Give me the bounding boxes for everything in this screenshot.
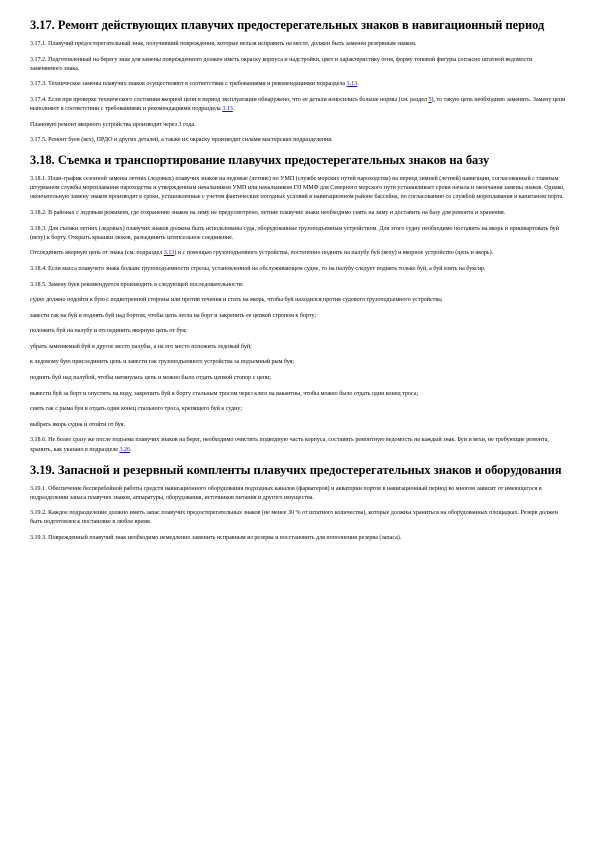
paragraph-text: выбрать якорь судна и отойти от буя. [30,421,125,428]
paragraph [30,374,566,383]
paragraph [30,296,566,305]
paragraph-text: убрать заменяемый буй в другое место палубы, а на его место положить ледовый буй; [30,343,252,350]
paragraph-text: к ледовому бую присоединить цепь и завести гак грузоподъемного устройства за подъемный рым буя; [30,359,295,366]
section-reference-link[interactable]: 5 [428,96,432,103]
paragraph-text: 3.18.4. Если масса плавучего знака больше грузоподъемности стрелы, установленной на обслуживающем судне, то на палубу следует поднять только буй, а буй взять на буксир. [30,265,486,272]
section-heading: 3.17. Ремонт действующих плавучих предостерегательных знаков в навигационный период [30,18,545,32]
paragraph-text: 3.18.6. Не более сразу же после подъема плавучих знаков на берег, необходимо очистить подводную часть корпуса, составить ремонтную ведомость на каждый знак. Буи и вехи, не требующие ремонта, хранить, как указано в подразделе [30,437,549,453]
paragraph [30,56,566,74]
paragraph-text: 3.18.5. Замену буев рекомендуется производить в следующей последовательности: [30,281,244,288]
paragraph [30,136,566,145]
paragraph-text: . [130,446,132,453]
paragraph-text: поднять буй над палубой, чтобы натянулась цепь и можно было отдать цепкой стопор с цепи; [30,375,271,382]
paragraph [30,509,566,527]
paragraph-text: Плановую ремонт якорного устройства производят через 3 года. [30,121,196,128]
paragraph-text: ), то такую цепь необходимо заменить. Замену цепи выполняют в соответствии с требованиями и рекомендациями подраздела [30,96,566,112]
paragraph [30,80,566,89]
paragraph [30,209,566,218]
section-reference-link[interactable]: 3.26 [119,446,131,453]
paragraph-text: 3.17.5. Ремонт буев (вех), ПРДО и других деталей, а также их окраску производят силами мастерских подразделения. [30,137,333,144]
section-reference-link[interactable]: 3.13 [222,105,233,112]
paragraph-text: положить буй на палубу и отсоединить якорную цепь от буя; [30,328,187,335]
paragraph-text: судно должно подойти к бую с подветренной стороны или против течения и стать на якорь, чтобы буй находился против судового грузоподъемного устройства; [30,297,443,304]
paragraph-text: вывести буй за борт и опустить на воду, закрепить буй к борту стальным тросом через клюз на вакантны, чтобы можно было отдать один конец троса; [30,390,419,397]
paragraph [30,343,566,352]
document-page [30,18,566,550]
paragraph-text: 3.19.2. Каждое подразделение должно иметь запас плавучих предостерегательных знаков (не менее 30 % от штатного количества), которые должны храниться на оборудованных площадках. Резерв должен быть подготовлен к постановке в любое время. [30,510,559,526]
paragraph [30,265,566,274]
paragraph-text: завести гак на буй и поднять буй над бортом, чтобы цепь легла на борт и закрепить ее цепкой стропом к борту; [30,312,317,319]
paragraph [30,249,566,258]
paragraph-text: 3.18.3. Для съемки летних (ледовых) плавучих знаков должны быть использованы суда, оборудованные грузоподъемным устройством. Для этого судну необходимо поставить на якорь и пришвартовать буй (веху) к борту. Открыть крышки люков, разъединить штепсельное соединение. [30,225,559,241]
paragraph-text: . [357,81,359,88]
paragraph [30,358,566,367]
paragraph [30,390,566,399]
paragraph [30,534,566,543]
paragraph-text: 3.17.3. Техническое замены плавучих знаков осуществляют в соответствии с требованиями и рекомендациями подраздела [30,81,347,88]
paragraph [30,485,566,503]
paragraph [30,436,566,454]
paragraph-text: 3.17.4. Если при проверке технического состояния якорной цепи в период эксплуатации обнаружено, что ее детали износились больше нормы (см. раздел [30,96,429,103]
paragraph-text: 3.17.1. Плавучий предостерегательный знак, получивший повреждения, которые нельзя исправить на месте, должен быть заменен резервным знаком. [30,41,417,47]
paragraph-text: 3.17.2. Подготовленный на берегу знак для замены поврежденного должен иметь окраску корпуса и надстройки, цвет и характеристику огня, форму топовой фигуры согласно штатной ведомости заменяемого знака. [30,56,533,72]
paragraph-text: Отсоединить якорную цепь от знака (см. подраздел [30,250,164,257]
paragraph-text: 3.19.1. Обеспечение бесперебойной работы средств навигационного оборудования подходных каналов (фарватеров) и акватории портов в навигационный период во многом зависит от имеющегося в подразделении запаса плавучих знаков, аппаратуры, оборудования, источников питания и другого имущества. [30,485,542,501]
paragraph [30,225,566,243]
paragraph [30,327,566,336]
paragraph-text: 3.18.1. План-график сезонной замены летних (ледовых) плавучих знаков на ледовые (летние) по УМП (службе морских путей пароходства) на период зимней (летней) навигации, согласованный с главным штурманом службы мореплавания пароходства и утвержденным начальником УМП или начальником ГП ММФ для Северного морского пути устанавливает сроки начала и окончания замены знаков. Однако, окончательную замену знаков производят в сроки, установленные с учетом фактических погодных условий в навигационном районе бассейна, по согласованию со службой мореплавания и капитаном порта. [30,176,565,201]
paragraph [30,405,566,414]
paragraph [30,281,566,290]
paragraph [30,421,566,430]
paragraph-text: ) и с помощью грузоподъемного устройства, постепенно поднять на палубу буй (веху) и якорное устройство (цепь и якорь). [174,250,494,257]
paragraph-text: 3.18.2. В районах с ледовым режимом, где сохранение знаков на зиму не предусмотрено, летние плавучие знаки необходимо снять на зиму и доставить на базу для ремонта и хранения. [30,210,506,217]
paragraph-text: . [232,105,235,112]
paragraph [30,312,566,321]
paragraph-text: снять гак с рыма буя и отдать один конец стального троса, крепящего буй к судну; [30,406,243,413]
paragraph [30,40,566,49]
section-heading: 3.19. Запасной и резервный компленты плавучих предостерегательных знаков и оборудования [30,462,562,477]
paragraph [30,175,566,202]
section-heading: 3.18. Съемка и транспортирование плавучих предостерегательных знаков на базу [30,153,490,168]
section-reference-link[interactable]: 3.13 [346,81,358,88]
paragraph-text: 3.19.3. Поврежденный плавучий знак необходимо немедленно заменить исправным из резерва и восстановить для пополнения резерва (запаса). [30,535,402,541]
paragraph [30,121,566,130]
paragraph [30,96,566,114]
section-reference-link[interactable]: 3.13 [163,250,175,257]
